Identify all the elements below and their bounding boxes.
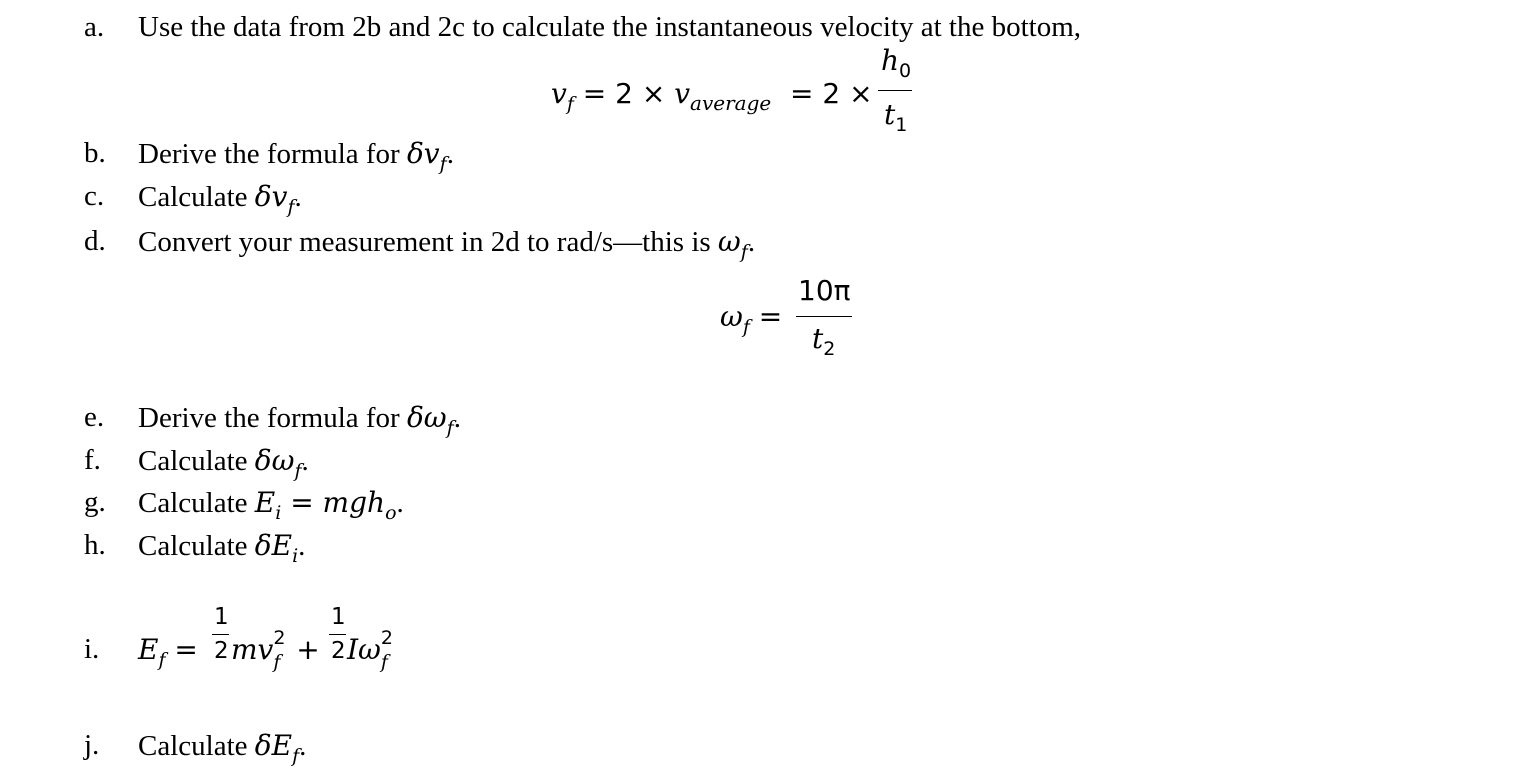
item-a-text: Use the data from 2b and 2c to calculate the instantaneous velocity at the bottom, bbox=[138, 11, 1082, 43]
item-j-text: Calculate $\delta E_f$. bbox=[138, 729, 307, 767]
ef-frac1-numerator: 1 bbox=[214, 604, 229, 630]
ei-equation: $E_i = mgh_o$ bbox=[254, 486, 397, 524]
item-g-text: Calculate $E_i = mgh_o$. bbox=[138, 486, 404, 524]
delta-wf-symbol: $\delta\omega_f$ bbox=[406, 401, 454, 439]
item-b-label: b. bbox=[84, 137, 106, 169]
ef-lhs: $E_f$ = bbox=[138, 633, 198, 671]
vf-denominator: $t_1$ bbox=[884, 98, 908, 136]
item-c-text: Calculate $\delta v_f$. bbox=[138, 180, 302, 218]
item-h-label: h. bbox=[84, 529, 106, 561]
delta-wf-symbol: $\delta\omega_f$ bbox=[254, 444, 302, 482]
ef-frac1-bar bbox=[212, 634, 229, 635]
item-d-text: Convert your measurement in 2d to rad/s—this is $\omega_f$. bbox=[138, 225, 756, 263]
item-i-label: i. bbox=[84, 633, 100, 665]
delta-ef-symbol: $\delta E_f$ bbox=[254, 729, 300, 767]
vf-equation: $v_f = 2 \times v_{average}$ bbox=[551, 77, 772, 115]
item-g-label: g. bbox=[84, 486, 106, 518]
item-j-label: j. bbox=[84, 729, 100, 761]
vf-numerator: $h_0$ bbox=[881, 44, 912, 82]
delta-vf-symbol: $\delta v_f$ bbox=[406, 137, 447, 175]
item-c-label: c. bbox=[84, 180, 105, 212]
vf-rhs: = 2 × bbox=[790, 77, 873, 110]
wf-fraction-bar bbox=[796, 316, 852, 317]
item-e-text: Derive the formula for $\delta\omega_f$. bbox=[138, 401, 461, 439]
ef-term2: Iω 2 f bbox=[347, 627, 393, 673]
ef-term1: mv 2 f + bbox=[231, 627, 320, 673]
omega-f-symbol: $\omega_f$ bbox=[717, 225, 748, 263]
item-b-text: Derive the formula for $\delta v_f$. bbox=[138, 137, 454, 175]
ef-frac1-denominator: 2 bbox=[214, 638, 229, 664]
wf-lhs: $\omega_f$ = bbox=[720, 300, 783, 338]
ef-frac2-bar bbox=[329, 634, 346, 635]
ef-frac2-numerator: 1 bbox=[331, 604, 346, 630]
delta-vf-symbol: $\delta v_f$ bbox=[254, 180, 295, 218]
wf-denominator: $t_2$ bbox=[812, 322, 836, 360]
item-f-text: Calculate $\delta\omega_f$. bbox=[138, 444, 309, 482]
item-a-label: a. bbox=[84, 11, 105, 43]
item-h-text: Calculate $\delta E_i$. bbox=[138, 529, 306, 567]
item-d-label: d. bbox=[84, 225, 106, 257]
ef-frac2-denominator: 2 bbox=[331, 638, 346, 664]
item-e-label: e. bbox=[84, 401, 105, 433]
wf-numerator: 10π bbox=[798, 274, 851, 307]
vf-fraction-bar bbox=[878, 90, 912, 91]
item-f-label: f. bbox=[84, 444, 101, 476]
delta-ei-symbol: $\delta E_i$ bbox=[254, 529, 299, 567]
